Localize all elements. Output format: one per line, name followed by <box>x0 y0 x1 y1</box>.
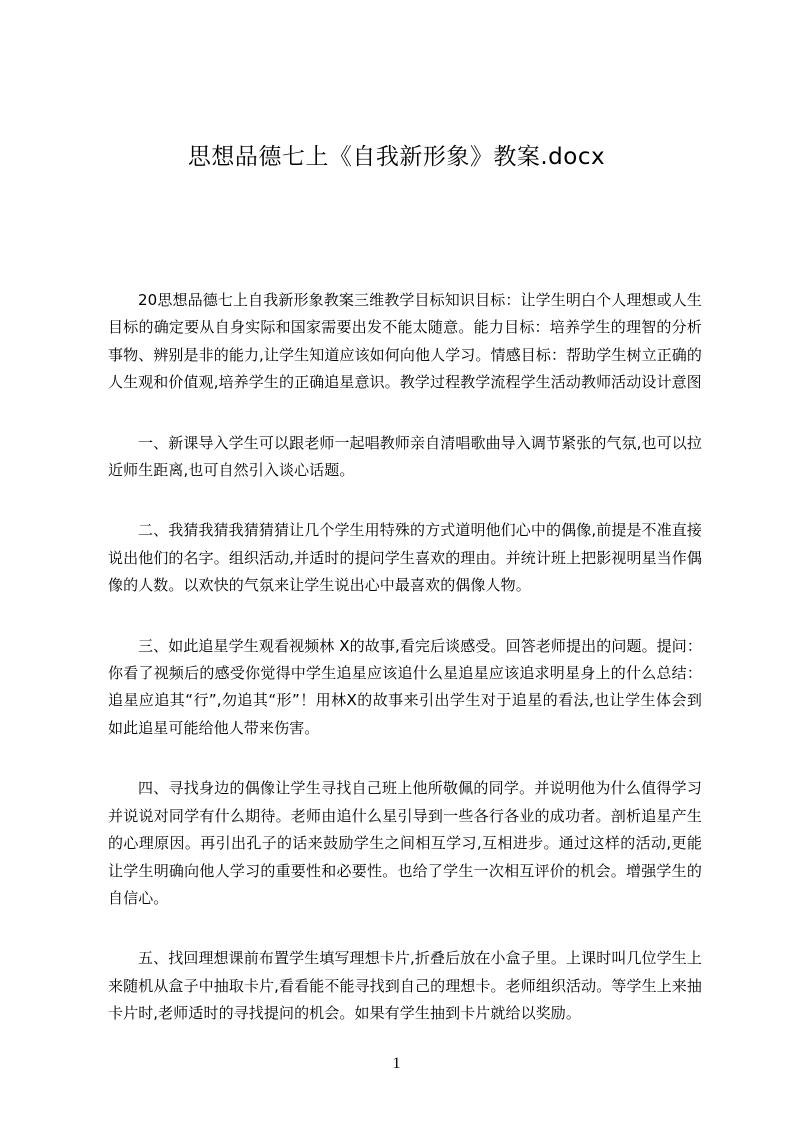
paragraph-section-1: 一、新课导入学生可以跟老师一起唱教师亲自清唱歌曲导入调节紧张的气氛,也可以拉近师生距离,也可自然引入谈心话题。 <box>108 433 702 480</box>
document-title: 思想品德七上《自我新形象》教案.docx <box>187 144 606 170</box>
paragraph-section-3: 三、如此追星学生观看视频林 X的故事,看完后谈感受。回答老师提出的问题。提问：你看了视频后的感受你觉得中学生追星应该追什么星追星应该追求明星身上的什么总结：追星应追其“行”,勿追其“形”！用林X的故事来引出学生对于追星的看法,也让学生体会到如此追星可能给他人带来伤害。 <box>108 636 702 737</box>
paragraph-section-4: 四、寻找身边的偶像让学生寻找自己班上他所敬佩的同学。并说明他为什么值得学习并说说对同学有什么期待。老师由追什么星引导到一些各行各业的成功者。剖析追星产生的心理原因。再引出孔子的话来鼓励学生之间相互学习,互相进步。通过这样的活动,更能让学生明确向他人学习的重要性和必要性。也给了学生一次相互评价的机会。增强学生的自信心。 <box>108 779 702 907</box>
paragraph-section-5: 五、找回理想课前布置学生填写理想卡片,折叠后放在小盒子里。上课时叫几位学生上来随机从盒子中抽取卡片,看看能不能寻找到自己的理想卡。老师组织活动。等学生上来抽卡片时,老师适时的寻找提问的机会。如果有学生抽到卡片就给以奖励。 <box>108 949 702 1023</box>
paragraph-objectives: 20思想品德七上自我新形象教案三维教学目标知识目标：让学生明白个人理想或人生目标的确定要从自身实际和国家需要出发不能太随意。能力目标：培养学生的理智的分析事物、辨别是非的能力,让学生知道应该如何向他人学习。情感目标：帮助学生树立正确的人生观和价值观,培养学生的正确追星意识。教学过程教学流程学生活动教师活动设计意图 <box>108 291 702 392</box>
paragraph-section-2: 二、我猜我猜我猜猜猜让几个学生用特殊的方式道明他们心中的偶像,前提是不准直接说出他们的名字。组织活动,并适时的提问学生喜欢的理由。并统计班上把影视明星当作偶像的人数。以欢快的气氛来让学生说出心中最喜欢的偶像人物。 <box>108 521 702 595</box>
page-number: 1 <box>392 1055 401 1072</box>
document-body <box>108 287 702 1061</box>
